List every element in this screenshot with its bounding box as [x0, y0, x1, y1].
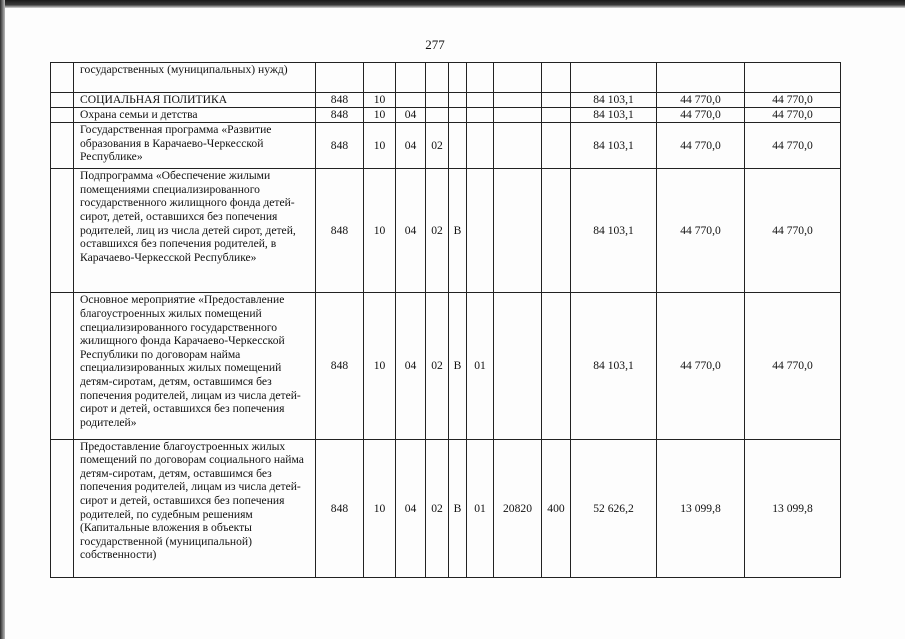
index-cell — [51, 63, 74, 93]
index-cell — [51, 123, 74, 169]
amount-year1-cell: 84 103,1 — [571, 108, 657, 123]
admin-code-cell: 848 — [316, 293, 364, 439]
event-cell — [467, 108, 494, 123]
table-row — [51, 108, 841, 123]
amount-year1-cell: 84 103,1 — [571, 293, 657, 439]
section-cell: 10 — [364, 123, 396, 169]
section-cell: 10 — [364, 293, 396, 439]
expense-type-cell — [542, 293, 571, 439]
index-cell — [51, 169, 74, 293]
table-row — [51, 123, 841, 169]
admin-code-cell: 848 — [316, 108, 364, 123]
index-cell — [51, 93, 74, 108]
amount-year2-cell: 44 770,0 — [657, 293, 745, 439]
section-cell — [364, 63, 396, 93]
amount-year2-cell: 44 770,0 — [657, 123, 745, 169]
expense-type-cell — [542, 93, 571, 108]
admin-code-cell: 848 — [316, 169, 364, 293]
direction-cell — [494, 108, 542, 123]
amount-year3-cell — [745, 63, 841, 93]
program-cell: 02 — [426, 169, 449, 293]
section-cell: 10 — [364, 108, 396, 123]
table-row — [51, 93, 841, 108]
description-cell: Подпрограмма «Обеспечение жилыми помещениями специализированного государственного жилищного фонда детей-сирот, детей, оставшихся без попечения родителей, лиц из числа детей сирот, детей, оставшихся без попечения родителей, в Карачаево-Черкесской Республике» — [74, 169, 316, 293]
amount-year1-cell: 84 103,1 — [571, 93, 657, 108]
amount-year1-cell: 84 103,1 — [571, 123, 657, 169]
admin-code-cell: 848 — [316, 439, 364, 577]
amount-year2-cell: 13 099,8 — [657, 439, 745, 577]
subsection-cell: 04 — [396, 123, 426, 169]
section-cell: 10 — [364, 439, 396, 577]
event-cell — [467, 93, 494, 108]
program-cell — [426, 63, 449, 93]
description-cell: Охрана семьи и детства — [74, 108, 316, 123]
description-cell: государственных (муниципальных) нужд) — [74, 63, 316, 93]
program-cell: 02 — [426, 293, 449, 439]
scan-edge-top — [0, 0, 905, 8]
subprogram-cell: В — [449, 439, 467, 577]
section-cell: 10 — [364, 169, 396, 293]
budget-table — [50, 62, 841, 578]
subsection-cell — [396, 93, 426, 108]
description-cell: Государственная программа «Развитие образования в Карачаево-Черкесской Республике» — [74, 123, 316, 169]
amount-year3-cell: 13 099,8 — [745, 439, 841, 577]
program-cell — [426, 108, 449, 123]
program-cell — [426, 93, 449, 108]
event-cell — [467, 63, 494, 93]
admin-code-cell: 848 — [316, 123, 364, 169]
subprogram-cell: В — [449, 293, 467, 439]
index-cell — [51, 439, 74, 577]
expense-type-cell: 400 — [542, 439, 571, 577]
description-cell: Предоставление благоустроенных жилых помещений по договорам социального найма детям-сиротам, детям, оставшимся без попечения родителей, лицам из числа детей-сирот и детей, оставшихся без попечения родителей, по судебным решениям (Капитальные вложения в объекты государственной (муниципальной) собственности) — [74, 439, 316, 577]
page-number: 277 — [425, 37, 445, 52]
event-cell: 01 — [467, 439, 494, 577]
subsection-cell — [396, 63, 426, 93]
subsection-cell: 04 — [396, 293, 426, 439]
expense-type-cell — [542, 123, 571, 169]
event-cell — [467, 123, 494, 169]
amount-year1-cell — [571, 63, 657, 93]
amount-year2-cell: 44 770,0 — [657, 169, 745, 293]
amount-year2-cell — [657, 63, 745, 93]
table-row — [51, 63, 841, 93]
amount-year3-cell: 44 770,0 — [745, 123, 841, 169]
program-cell: 02 — [426, 439, 449, 577]
amount-year1-cell: 84 103,1 — [571, 169, 657, 293]
subsection-cell: 04 — [396, 108, 426, 123]
admin-code-cell: 848 — [316, 93, 364, 108]
subsection-cell: 04 — [396, 169, 426, 293]
description-cell: Основное мероприятие «Предоставление благоустроенных жилых помещений специализированного государственного жилищного фонда Карачаево-Черкесской Республики по договорам найма специализированных жилых помещений детям-сиротам, детям, оставшимся без попечения родителей, лицам из числа детей-сирот и детей, оставшихся без попечения родителей» — [74, 293, 316, 439]
subprogram-cell — [449, 123, 467, 169]
subprogram-cell — [449, 63, 467, 93]
admin-code-cell — [316, 63, 364, 93]
scan-edge-left — [0, 0, 5, 639]
amount-year1-cell: 52 626,2 — [571, 439, 657, 577]
table-row — [51, 293, 841, 439]
direction-cell — [494, 169, 542, 293]
amount-year3-cell: 44 770,0 — [745, 169, 841, 293]
amount-year3-cell: 44 770,0 — [745, 108, 841, 123]
subsection-cell: 04 — [396, 439, 426, 577]
amount-year3-cell: 44 770,0 — [745, 293, 841, 439]
index-cell — [51, 108, 74, 123]
expense-type-cell — [542, 108, 571, 123]
direction-cell — [494, 63, 542, 93]
event-cell — [467, 169, 494, 293]
amount-year3-cell: 44 770,0 — [745, 93, 841, 108]
program-cell: 02 — [426, 123, 449, 169]
section-cell: 10 — [364, 93, 396, 108]
table-row — [51, 169, 841, 293]
description-cell: СОЦИАЛЬНАЯ ПОЛИТИКА — [74, 93, 316, 108]
subprogram-cell: В — [449, 169, 467, 293]
amount-year2-cell: 44 770,0 — [657, 93, 745, 108]
expense-type-cell — [542, 63, 571, 93]
direction-cell — [494, 93, 542, 108]
direction-cell — [494, 123, 542, 169]
subprogram-cell — [449, 93, 467, 108]
direction-cell: 20820 — [494, 439, 542, 577]
table-row — [51, 439, 841, 577]
event-cell: 01 — [467, 293, 494, 439]
subprogram-cell — [449, 108, 467, 123]
direction-cell — [494, 293, 542, 439]
index-cell — [51, 293, 74, 439]
expense-type-cell — [542, 169, 571, 293]
amount-year2-cell: 44 770,0 — [657, 108, 745, 123]
